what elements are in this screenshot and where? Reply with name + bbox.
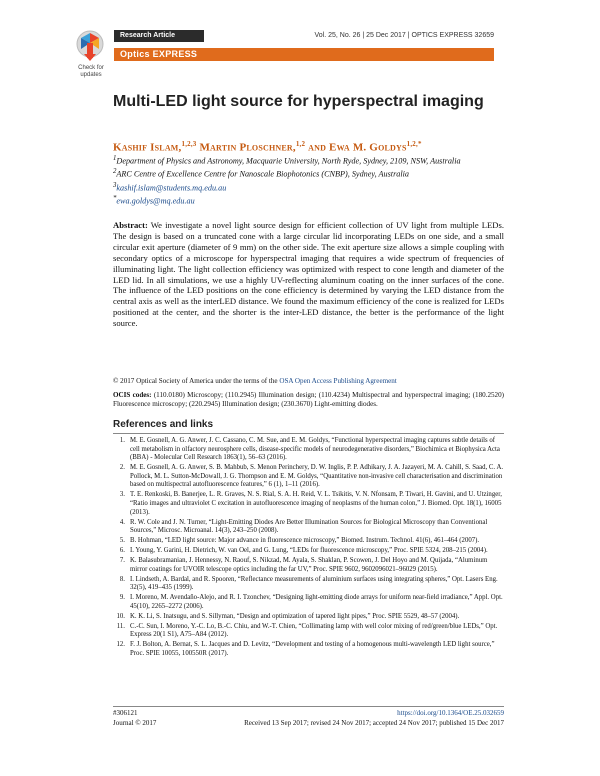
reference-item: 6. I. Young, Y. Garini, H. Dietrich, W. van Oel, and G. Lung, “LEDs for fluorescence microscopy,” Proc. SPIE 5324, 208–215 (2004).	[119, 547, 488, 555]
author-name: and Ewa M. Goldys	[305, 141, 407, 154]
author-affil: 1,2,*	[406, 140, 422, 148]
reference-item: 2. M. E. Gosnell, A. G. Anwer, S. B. Mahbub, S. Menon Perinchery, D. W. Inglis, P. P. Adhikary, J. A. Jazayeri, M. A. Cahill, S. Saad, C. A. Pollock, M. L. Sutton-McDowall, J. G. Thompson and E. M. Goldys, “Quantitative non-invasive cell characterisation and discrimination based on multispectral autofluorescence features,” 6 (1), 1–11 (2016).	[119, 464, 504, 489]
author-affil: 1,2	[295, 140, 306, 148]
affiliation-email[interactable]: *ewa.goldys@mq.edu.au	[113, 194, 195, 206]
reference-item: 12. F. J. Bolton, A. Bernat, S. L. Jacques and D. Levitz, “Development and testing of a homogenous multi-wavelength LED light source,” Proc. SPIE 10055, 100550R (2017).	[116, 641, 495, 657]
author-name: Martin Ploschner,	[196, 141, 296, 154]
reference-item: 10. K. K. Li, S. Inatsugu, and S. Sillyman, “Design and optimization of tapered light pipes,” Proc. SPIE 5529, 48–57 (2004).	[116, 612, 460, 620]
reference-item: 9. I. Moreno, M. Avendaño-Alejo, and R. I. Tzonchev, “Designing light-emitting diode arrays for uniform near-field irradiance,” Appl. Opt. 45(10), 2265–2272 (2006).	[119, 594, 503, 610]
reference-list	[113, 437, 504, 660]
divider	[113, 433, 504, 434]
reference-item: 3. T. E. Renkoski, B. Banerjee, L. R. Graves, N. S. Rial, S. A. H. Reid, V. L. Tsikitis, V. N. Nfonsam, P. Tiwari, H. Gavini, and U. Utzinger, “Ratio images and ultraviolet C excitation in autofluorescence imaging of neoplasms of the human colon,” J. Biomed. Opt. 18(1), 16005 (2013).	[119, 491, 502, 516]
affiliation-line: $^2$ARC Centre of Excellence Centre for Nanoscale Biophotonics (CNBP), Sydney, Australia	[113, 168, 409, 180]
author-name: Kashif Islam,	[113, 141, 182, 154]
doi-link[interactable]: https://doi.org/10.1364/OE.25.032659	[397, 709, 504, 717]
reference-item: 8. I. Lindseth, A. Bardal, and R. Spooren, “Reflectance measurements of aluminium surfaces using integrating spheres,” Opt. Lasers Eng. 32(5), 419–435 (1999).	[119, 575, 498, 592]
article-id: #306121	[113, 709, 138, 717]
affiliation-line: $^1$Department of Physics and Astronomy, Macquarie University, North Ryde, Sydney, 2109, NSW, Australia	[113, 155, 461, 166]
reference-item: 4. R. W. Cole and J. N. Turner, “Light-Emitting Diodes Are Better Illumination Sources for Biological Microscopy than Conventional Sources,” Microsc. Microanal. 14(3), 243–250 (2008).	[119, 518, 488, 535]
reference-item: 1. M. E. Gosnell, A. G. Anwer, J. C. Cassano, C. M. Sue, and E. M. Goldys, “Functional hyperspectral imaging captures subtle details of cell metabolism in olfactory neurosphere cells, disease-specific models of neurodegenerative disorders,” Biochimica et Biophysica Acta (BBA) - Molecular Cell Research 1863(1), 56–63 (2016).	[119, 437, 500, 462]
copyright-notice: © 2017 Optical Society of America under the terms of the OSA Open Access Publishing Agreement	[113, 377, 397, 385]
affiliation-email[interactable]: $^3$kashif.islam@students.mq.edu.au	[113, 181, 227, 193]
reference-item: 7. K. Balasubramanian, J. Hennessy, N. Raouf, S. Nikzad, M. Ayala, S. Shaklan, P. Scowen, J. Del Hoyo and M. Quijada, “Aluminum mirror coatings for UVOIR telescope optics including the far UV,” Proc. SPIE 9602, 9602096021–96029 (2015).	[119, 557, 488, 573]
article-type-banner: Research Article	[114, 30, 204, 42]
affiliations	[113, 154, 503, 207]
author-affil: 1,2,3	[181, 140, 197, 148]
paper-title: Multi-LED light source for hyperspectral imaging	[113, 93, 484, 110]
author-list	[113, 140, 503, 154]
citation-line: Vol. 25, No. 26 | 25 Dec 2017 | OPTICS EXPRESS 32659	[314, 32, 494, 39]
reference-item: 5. B. Hohman, “LED light source: Major advance in fluorescence microscopy,” Biomed. Instrum. Technol. 41(6), 461–464 (2007).	[119, 537, 480, 545]
footer-divider	[113, 706, 504, 707]
abstract-text: We investigate a novel light source design for efficient collection of UV light from multiple LEDs. The design is based on a truncated cone with a large circular lid incorporating LEDs on one side, and a small circular exit aperture (diameter of 9 mm) on the other side. The exit aperture size allows a simple coupling with secondary optics of a microscope for hyperspectral imaging that requires a wide spectrum of frequencies of illuminating light. The light collection efficiency was optimized with respect to cone length and diameter of the LED lid. In all simulations, we use a highly UV-reflecting aluminum coating on the inner surfaces of the cone. The influence of the LED positions on the cone efficiency is determined by varying the LED distance from the central axis as well as the interLED distance. We found the maximum efficiency of the cone is realized for LEDs positioned at the center, and the shorter is the inter-LED distance, the better is the performance of the light source.	[113, 220, 504, 329]
publication-dates: Received 13 Sep 2017; revised 24 Nov 2017; accepted 24 Nov 2017; published 15 Dec 2017	[244, 719, 504, 727]
journal-copyright: Journal © 2017	[113, 719, 157, 727]
ocis-label: OCIS codes:	[113, 391, 152, 399]
journal-banner	[114, 48, 494, 61]
crossmark-label[interactable]: Check for updates	[78, 65, 104, 78]
journal-name: Optics EXPRESS	[120, 49, 198, 59]
abstract	[113, 220, 504, 329]
abstract-label: Abstract:	[113, 220, 148, 230]
ocis-codes: OCIS codes: (110.0180) Microscopy; (110.2945) Illumination design; (110.4234) Multispectral and hyperspectral imaging; (180.2520) Fluorescence microscopy; (220.2945) Illumination design; (230.3670) Light-emitting diodes.	[113, 391, 504, 408]
reference-item: 11. C.-C. Sun, I. Moreno, Y.-C. Lo, B.-C. Chiu, and W.-T. Chien, “Collimating lamp with well color mixing of red/green/blue LEDs,” Opt. Express 20(1 S1), A75–A84 (2012).	[116, 622, 498, 639]
references-heading: References and links	[113, 419, 214, 430]
license-link[interactable]: OSA Open Access Publishing Agreement	[279, 377, 397, 385]
crossmark-icon[interactable]	[76, 30, 104, 64]
